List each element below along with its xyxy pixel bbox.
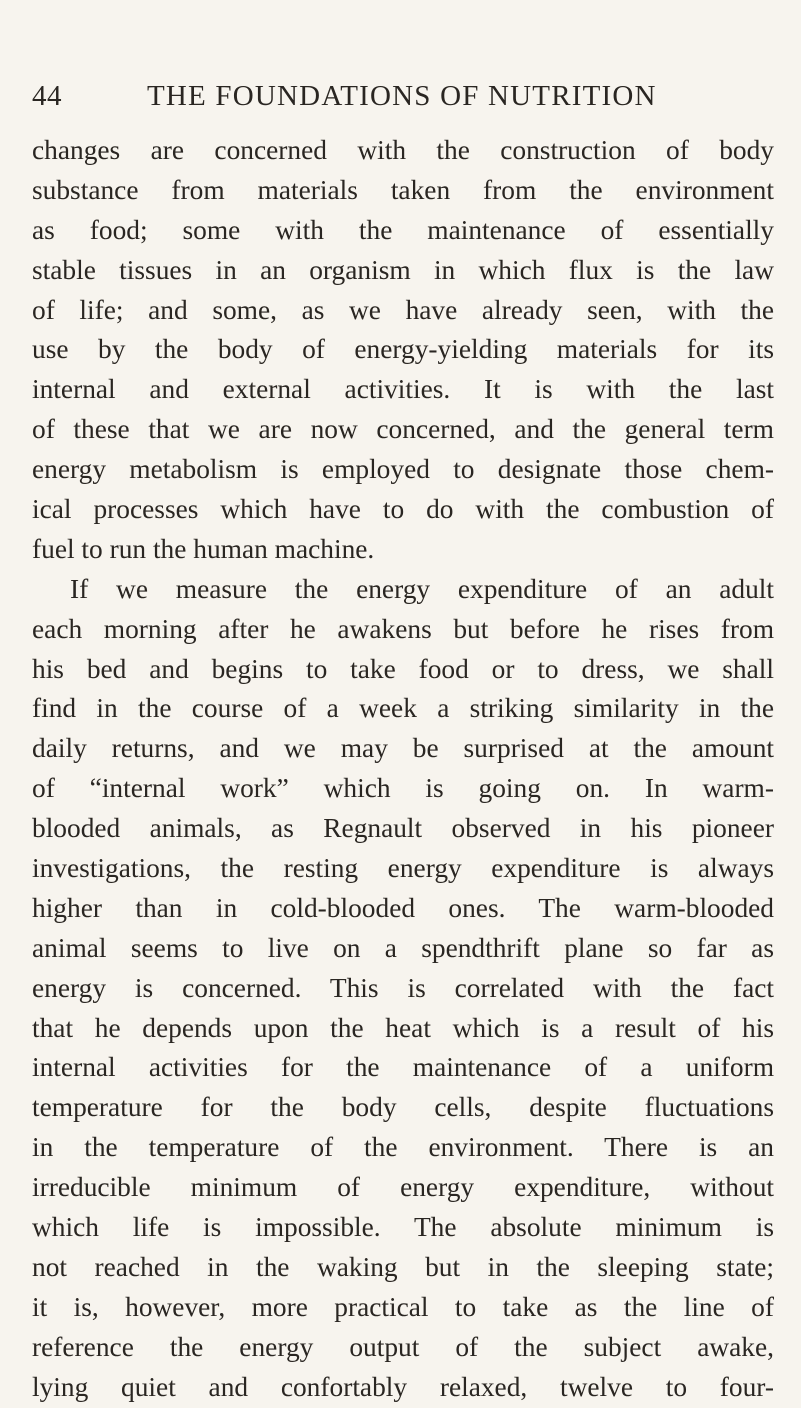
text-line: in the temperature of the environment. There is an [32,1132,774,1163]
text-line: lying quiet and confortably relaxed, twelve to four- [32,1371,774,1402]
text-line: changes are concerned with the construction of body [32,135,774,165]
text-line: of “internal work” which is going on. In warm- [32,773,774,804]
text-line: reference the energy output of the subject awake, [32,1331,774,1362]
text-line: temperature for the body cells, despite fluctuations [32,1092,774,1123]
text-line: blooded animals, as Regnault observed in his pioneer [32,813,774,844]
paragraph-end-line: fuel to run the human machine. [32,533,375,564]
text-line: investigations, the resting energy expenditure is always [32,853,774,884]
text-line: internal activities for the maintenance of a uniform [32,1052,774,1083]
text-line: which life is impossible. The absolute minimum is [32,1212,774,1243]
text-line: not reached in the waking but in the sleeping state; [32,1251,774,1282]
text-line: higher than in cold-blooded ones. The warm-blooded [32,892,774,923]
text-line: his bed and begins to take food or to dress, we shall [32,653,774,684]
text-line: each morning after he awakens but before he rises from [32,613,774,644]
text-line: it is, however, more practical to take as the line of [32,1291,774,1322]
text-line: internal and external activities. It is with the last [32,374,774,405]
text-line: that he depends upon the heat which is a result of his [32,1012,774,1043]
text-line: animal seems to live on a spendthrift plane so far as [32,932,774,963]
text-line: use by the body of energy-yielding materials for its [32,334,774,365]
text-line: daily returns, and we may be surprised at the amount [32,733,774,764]
body-text [32,131,774,1408]
text-line: ical processes which have to do with the combustion of [32,494,774,525]
page-number: 44 [32,80,62,112]
running-head [32,74,772,118]
text-line: of life; and some, as we have already seen, with the [32,294,774,325]
text-line: substance from materials taken from the environment [32,174,774,205]
text-line: stable tissues in an organism in which flux is the law [32,254,774,285]
text-line: as food; some with the maintenance of essentially [32,214,774,245]
text-line: find in the course of a week a striking similarity in the [32,693,774,724]
running-title: THE FOUNDATIONS OF NUTRITION [147,80,657,112]
text-line: of these that we are now concerned, and the general term [32,414,774,445]
paragraph-start-line: If we measure the energy expenditure of an adult [70,573,774,604]
text-line: irreducible minimum of energy expenditure, without [32,1172,774,1203]
text-line: energy metabolism is employed to designate those chem- [32,454,774,485]
text-line: energy is concerned. This is correlated with the fact [32,972,774,1003]
